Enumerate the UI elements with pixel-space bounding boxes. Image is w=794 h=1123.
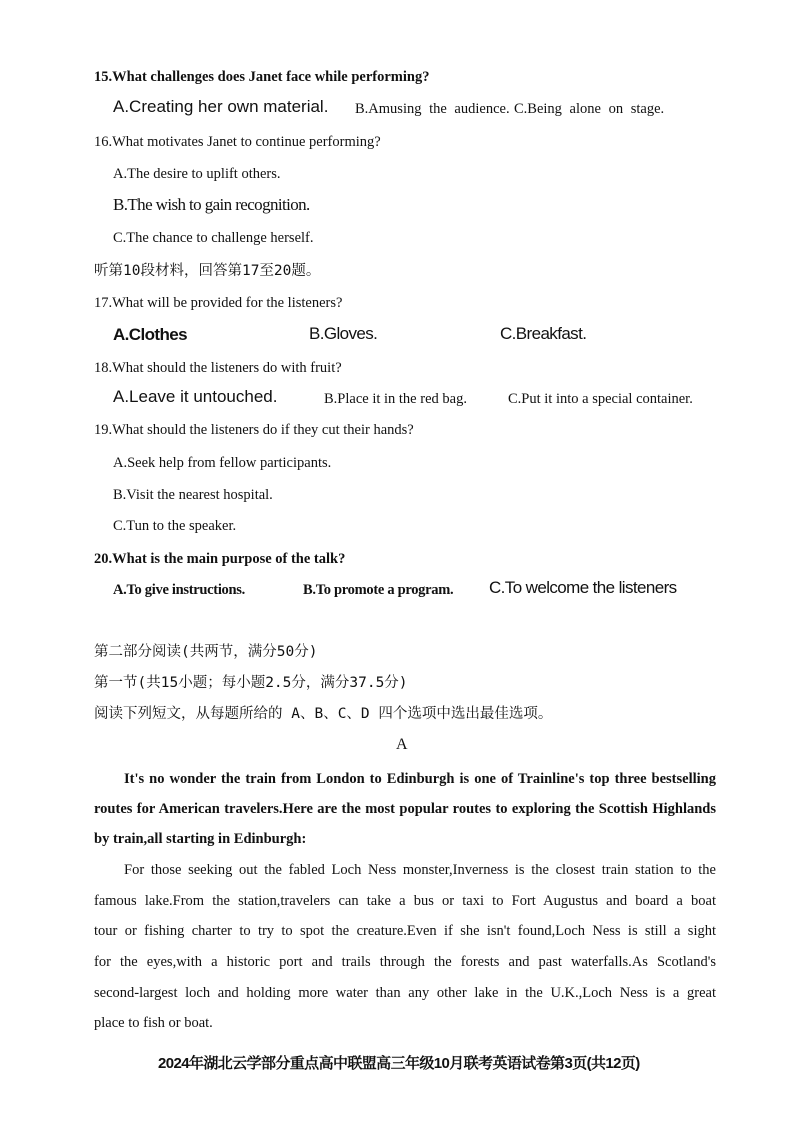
question-20-option-b: B.To promote a program. [303,582,454,598]
passage-paragraph-line: famous lake.From the station,travelers can take a bus or taxi to Fort Augustus and board a boat [94,893,716,909]
question-16-option-b: B.The wish to gain recognition. [113,195,310,214]
question-20-option-c: C.To welcome the listeners [489,578,677,597]
question-19-stem: 19.What should the listeners do if they cut their hands? [94,422,414,438]
page-footer: 2024年湖北云学部分重点高中联盟高三年级10月联考英语试卷第3页(共12页) [158,1055,640,1072]
question-17-stem: 17.What will be provided for the listeners? [94,295,343,311]
question-19-option-b: B.Visit the nearest hospital. [113,487,273,503]
passage-paragraph-line: place to fish or boat. [94,1015,213,1031]
question-19-option-c: C.Tun to the speaker. [113,518,237,534]
question-18-stem: 18.What should the listeners do with fruit? [94,360,342,376]
question-16-option-c: C.The chance to challenge herself. [113,230,314,246]
question-17-option-a: A.Clothes [113,325,187,344]
question-20-option-a: A.To give instructions. [113,582,245,598]
passage-intro-line: by train,all starting in Edinburgh: [94,831,307,847]
question-15-option-a: A.Creating her own material. [113,97,329,116]
passage-intro-line: It's no wonder the train from London to Edinburgh is one of Trainline's top three bestselling [124,771,716,787]
question-15-option-c: C.Being alone on stage. [514,101,665,117]
passage-letter: A [396,736,408,753]
question-15-option-b: B.Amusing the audience. [355,101,510,117]
question-20-stem: 20.What is the main purpose of the talk? [94,551,346,567]
passage-paragraph-line: tour or fishing charter to try to spot the creature.Even if she isn't found,Loch Ness is still a sight [94,923,716,939]
question-15-stem: 15.What challenges does Janet face while performing? [94,69,430,85]
passage-paragraph-line: for the eyes,with a historic port and trails through the forests and past waterfalls.As Scotland's [94,954,716,970]
question-18-option-c: C.Put it into a special container. [508,391,693,407]
question-17-option-b: B.Gloves. [309,324,378,343]
question-16-option-a: A.The desire to uplift others. [113,166,281,182]
question-18-option-b: B.Place it in the red bag. [324,391,467,407]
part-two-title: 第二部分阅读(共两节，满分50分) [94,644,318,660]
passage-paragraph-line: For those seeking out the fabled Loch Ness monster,Inverness is the closest train station to the [124,862,716,878]
question-17-option-c: C.Breakfast. [500,324,587,343]
question-19-option-a: A.Seek help from fellow participants. [113,455,332,471]
question-18-option-a: A.Leave it untouched. [113,387,278,406]
passage-paragraph-line: second-largest loch and holding more water than any other lake in the U.K.,Loch Ness is a great [94,985,716,1001]
reading-instruction: 阅读下列短文，从每题所给的 A、B、C、D 四个选项中选出最佳选项。 [94,706,553,722]
question-16-stem: 16.What motivates Janet to continue performing? [94,134,381,150]
section-one-title: 第一节(共15小题；每小题2.5分，满分37.5分) [94,675,408,691]
listening-section-10-header: 听第10段材料，回答第17至20题。 [94,263,321,279]
passage-intro-line: routes for American travelers.Here are the most popular routes to exploring the Scottish Highlands [94,801,716,817]
